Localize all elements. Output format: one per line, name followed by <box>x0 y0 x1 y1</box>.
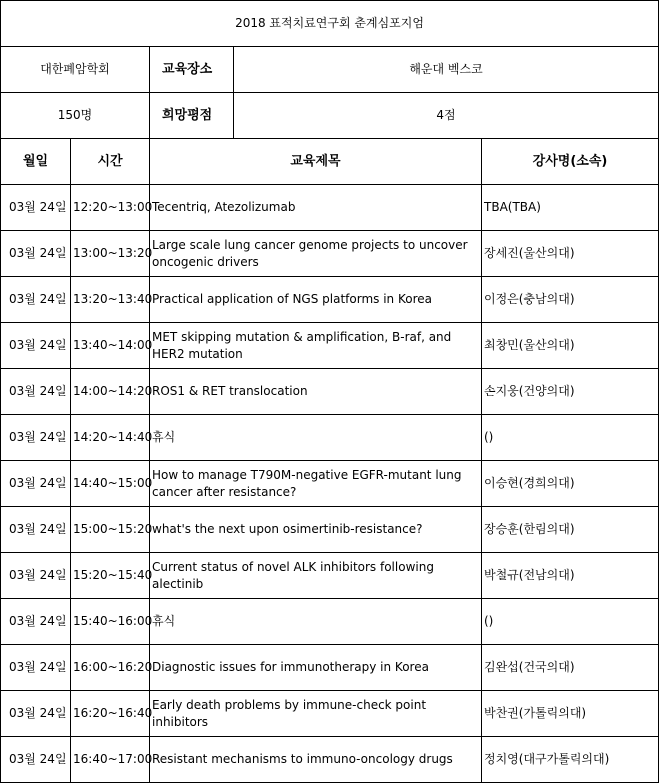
time-cell: 13:20~13:40 <box>71 277 150 323</box>
lecturer-cell: 정치영(대구가톨릭의대) <box>482 737 659 783</box>
lecturer-cell: 이승현(경희의대) <box>482 461 659 507</box>
lecturer-cell: TBA(TBA) <box>482 185 659 231</box>
time-cell: 14:00~14:20 <box>71 369 150 415</box>
lecturer-cell: 김완섭(건국의대) <box>482 645 659 691</box>
date-cell: 03월 24일 <box>1 231 71 277</box>
lecturer-cell: 이정은(충남의대) <box>482 277 659 323</box>
topic-cell: ROS1 & RET translocation <box>150 369 482 415</box>
date-cell: 03월 24일 <box>1 645 71 691</box>
topic-cell: what's the next upon osimertinib-resistance? <box>150 507 482 553</box>
lecturer-cell: 최창민(울산의대) <box>482 323 659 369</box>
header-lecturer: 강사명(소속) <box>482 139 659 185</box>
lecturer-cell: 박철규(전남의대) <box>482 553 659 599</box>
score-value: 4점 <box>234 93 659 139</box>
time-cell: 16:00~16:20 <box>71 645 150 691</box>
date-cell: 03월 24일 <box>1 277 71 323</box>
date-cell: 03월 24일 <box>1 691 71 737</box>
lecturer-cell: 장승훈(한림의대) <box>482 507 659 553</box>
table-row <box>1 553 659 599</box>
topic-cell: Practical application of NGS platforms in Korea <box>150 277 482 323</box>
table-row <box>1 461 659 507</box>
info-row-score <box>1 93 659 139</box>
topic-cell: Current status of novel ALK inhibitors following alectinib <box>150 553 482 599</box>
title-row <box>1 1 659 47</box>
date-cell: 03월 24일 <box>1 507 71 553</box>
date-cell: 03월 24일 <box>1 323 71 369</box>
info-row-venue <box>1 47 659 93</box>
table-row <box>1 599 659 645</box>
lecturer-cell: 손지웅(건양의대) <box>482 369 659 415</box>
topic-cell: 휴식 <box>150 599 482 645</box>
topic-cell: 휴식 <box>150 415 482 461</box>
time-cell: 14:20~14:40 <box>71 415 150 461</box>
header-topic: 교육제목 <box>150 139 482 185</box>
header-date: 월일 <box>1 139 71 185</box>
lecturer-cell: () <box>482 415 659 461</box>
time-cell: 15:20~15:40 <box>71 553 150 599</box>
venue-label: 교육장소 <box>150 47 234 93</box>
table-row <box>1 323 659 369</box>
capacity: 150명 <box>1 93 150 139</box>
table-row <box>1 369 659 415</box>
table-row <box>1 415 659 461</box>
time-cell: 16:20~16:40 <box>71 691 150 737</box>
time-cell: 14:40~15:00 <box>71 461 150 507</box>
date-cell: 03월 24일 <box>1 737 71 783</box>
topic-cell: Resistant mechanisms to immuno-oncology drugs <box>150 737 482 783</box>
table-row <box>1 231 659 277</box>
time-cell: 12:20~13:00 <box>71 185 150 231</box>
topic-cell: How to manage T790M-negative EGFR-mutant lung cancer after resistance? <box>150 461 482 507</box>
time-cell: 13:00~13:20 <box>71 231 150 277</box>
time-cell: 15:40~16:00 <box>71 599 150 645</box>
organizer: 대한폐암학회 <box>1 47 150 93</box>
topic-cell: Large scale lung cancer genome projects to uncover oncogenic drivers <box>150 231 482 277</box>
topic-cell: Tecentriq, Atezolizumab <box>150 185 482 231</box>
date-cell: 03월 24일 <box>1 415 71 461</box>
score-label: 희망평점 <box>150 93 234 139</box>
table-row <box>1 507 659 553</box>
time-cell: 13:40~14:00 <box>71 323 150 369</box>
lecturer-cell: 박찬권(가톨릭의대) <box>482 691 659 737</box>
table-row <box>1 737 659 783</box>
date-cell: 03월 24일 <box>1 553 71 599</box>
venue-value: 해운대 벡스코 <box>234 47 659 93</box>
topic-cell: Early death problems by immune-check point inhibitors <box>150 691 482 737</box>
table-row <box>1 277 659 323</box>
topic-cell: MET skipping mutation & amplification, B-raf, and HER2 mutation <box>150 323 482 369</box>
event-title: 2018 표적치료연구회 춘계심포지엄 <box>1 1 659 47</box>
table-row <box>1 691 659 737</box>
date-cell: 03월 24일 <box>1 185 71 231</box>
header-time: 시간 <box>71 139 150 185</box>
table-row <box>1 185 659 231</box>
date-cell: 03월 24일 <box>1 461 71 507</box>
topic-cell: Diagnostic issues for immunotherapy in Korea <box>150 645 482 691</box>
time-cell: 16:40~17:00 <box>71 737 150 783</box>
table-row <box>1 645 659 691</box>
date-cell: 03월 24일 <box>1 599 71 645</box>
header-row <box>1 139 659 185</box>
lecturer-cell: 장세진(울산의대) <box>482 231 659 277</box>
date-cell: 03월 24일 <box>1 369 71 415</box>
time-cell: 15:00~15:20 <box>71 507 150 553</box>
lecturer-cell: () <box>482 599 659 645</box>
